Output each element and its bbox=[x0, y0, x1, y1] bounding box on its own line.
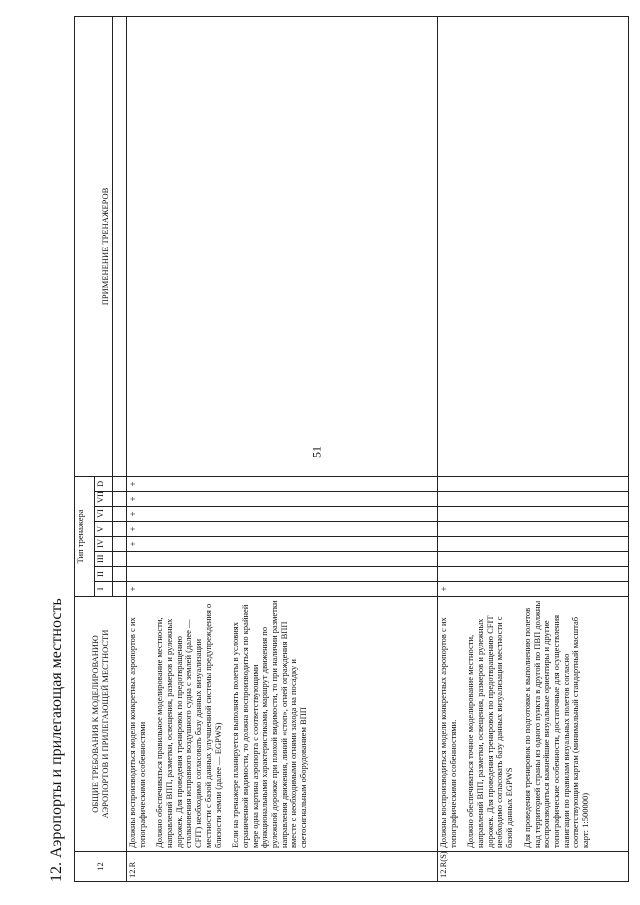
requirements-table bbox=[74, 16, 629, 882]
header-spacer-cell bbox=[113, 16, 127, 476]
header-column-iv: IV bbox=[95, 537, 113, 552]
header-column-iii: III bbox=[95, 552, 113, 567]
header-column-d: D bbox=[95, 476, 113, 491]
requirement-paragraph: Должно обеспечиваться правильное моделирование местности, направлений ВПП, разметки, освещения, размеров и рулежных дорожек. Для проведения тренировок по предотвращению столкновения исправного воздушного судна с землей (далее — CFIT) необходимо согласовать базу данных визуализации местности с базой данных улучшенной системы предупреждения о близости земли (далее — EGPWS) bbox=[154, 603, 223, 848]
mark-cell-iv bbox=[438, 537, 629, 552]
application-cell bbox=[438, 16, 629, 476]
mark-cell-i: + bbox=[127, 582, 438, 597]
header-spacer-cell bbox=[113, 492, 127, 507]
requirement-paragraph: Должно обеспечиваться точное моделирование местности, направлений ВПП, разметки, освещения, размеров и рулежных дорожек. Для проведения тренировок по предотвращению CFIT необходимо согласовать базу данных визуализации местности с базой данных EGPWS bbox=[465, 615, 515, 848]
mark-cell-ii bbox=[127, 567, 438, 582]
header-requirements-line2: АЭРОПОРТОВ И ПРИЛЕГАЮЩЕЙ МЕСТНОСТИ bbox=[99, 629, 110, 819]
requirement-paragraph: Если на тренажере планируется выполнять полеты в условиях ограниченной видимости, то должна воспроизводиться по крайней мере одна картина аэропорта с соответствующими функциональными характеристиками, маршрут движения по рулежной дорожке при плохой видимости, то при наличии разметки направления движения, линий «стоп», огней ограждения ВПП вместе с необходимыми огнями захода на посадку и светосигнальным оборудованием ВПП bbox=[230, 600, 308, 848]
header-column-v: V bbox=[95, 522, 113, 537]
header-spacer-cell bbox=[113, 476, 127, 491]
header-spacer-cell bbox=[113, 582, 127, 597]
requirement-paragraph: Для проведения тренировок по подготовке к выполнению полетов над территорией страны из одного пункта в другой по ПВП должны воспроизводиться важнейшие визуальные ориентиры и другие топографические особенности, достаточные для осуществления навигации по правилам визуальных полетов согласно соответствующим картам (минимальный стандартный масштаб карт: 1:500000) bbox=[521, 600, 590, 848]
page-number: 51 bbox=[309, 446, 324, 458]
mark-cell-i: + bbox=[438, 582, 629, 597]
row-id: 12.R bbox=[127, 852, 438, 882]
row-requirements bbox=[127, 597, 438, 852]
table-row bbox=[438, 16, 629, 881]
mark-cell-d bbox=[438, 476, 629, 491]
header-spacer-cell bbox=[113, 522, 127, 537]
header-spacer-cell bbox=[113, 537, 127, 552]
header-column-vi: VI bbox=[95, 507, 113, 522]
mark-cell-vii bbox=[438, 492, 629, 507]
rotated-page bbox=[40, 32, 612, 882]
table-row bbox=[127, 16, 438, 881]
mark-cell-vi: + bbox=[127, 507, 438, 522]
header-row-1 bbox=[75, 16, 95, 881]
mark-cell-vii: + bbox=[127, 492, 438, 507]
header-requirements-line1: ОБЩИЕ ТРЕБОВАНИЯ К МОДЕЛИРОВАНИЮ bbox=[89, 635, 100, 813]
row-id: 12.R(S) bbox=[438, 852, 629, 882]
header-application: ПРИМЕНЕНИЕ ТРЕНАЖЕРОВ bbox=[75, 16, 113, 476]
application-cell bbox=[127, 16, 438, 476]
mark-cell-iii bbox=[438, 552, 629, 567]
header-requirements bbox=[75, 597, 127, 852]
mark-cell-vi bbox=[438, 507, 629, 522]
mark-cell-v: + bbox=[127, 522, 438, 537]
mark-cell-d: + bbox=[127, 476, 438, 491]
header-id: 12 bbox=[75, 852, 127, 882]
mark-cell-iv: + bbox=[127, 537, 438, 552]
header-column-ii: II bbox=[95, 567, 113, 582]
mark-cell-iii bbox=[127, 552, 438, 567]
header-spacer-cell bbox=[113, 507, 127, 522]
header-spacer-cell bbox=[113, 552, 127, 567]
section-title: 12. Аэропорты и прилегающая местность bbox=[48, 598, 65, 882]
header-column-i: I bbox=[95, 582, 113, 597]
requirement-paragraph: Должны воспроизводиться модели конкретных аэропортов с их топографическими особенностями. bbox=[438, 617, 458, 848]
mark-cell-ii bbox=[438, 567, 629, 582]
row-requirements bbox=[438, 597, 629, 852]
header-simulator-type: Тип тренажера bbox=[75, 476, 95, 596]
header-spacer-cell bbox=[113, 567, 127, 582]
requirement-paragraph: Должны воспроизводиться модели конкретных аэропортов с их топографическими особенностями bbox=[127, 617, 147, 848]
header-column-vii: VII bbox=[95, 492, 113, 507]
mark-cell-v bbox=[438, 522, 629, 537]
